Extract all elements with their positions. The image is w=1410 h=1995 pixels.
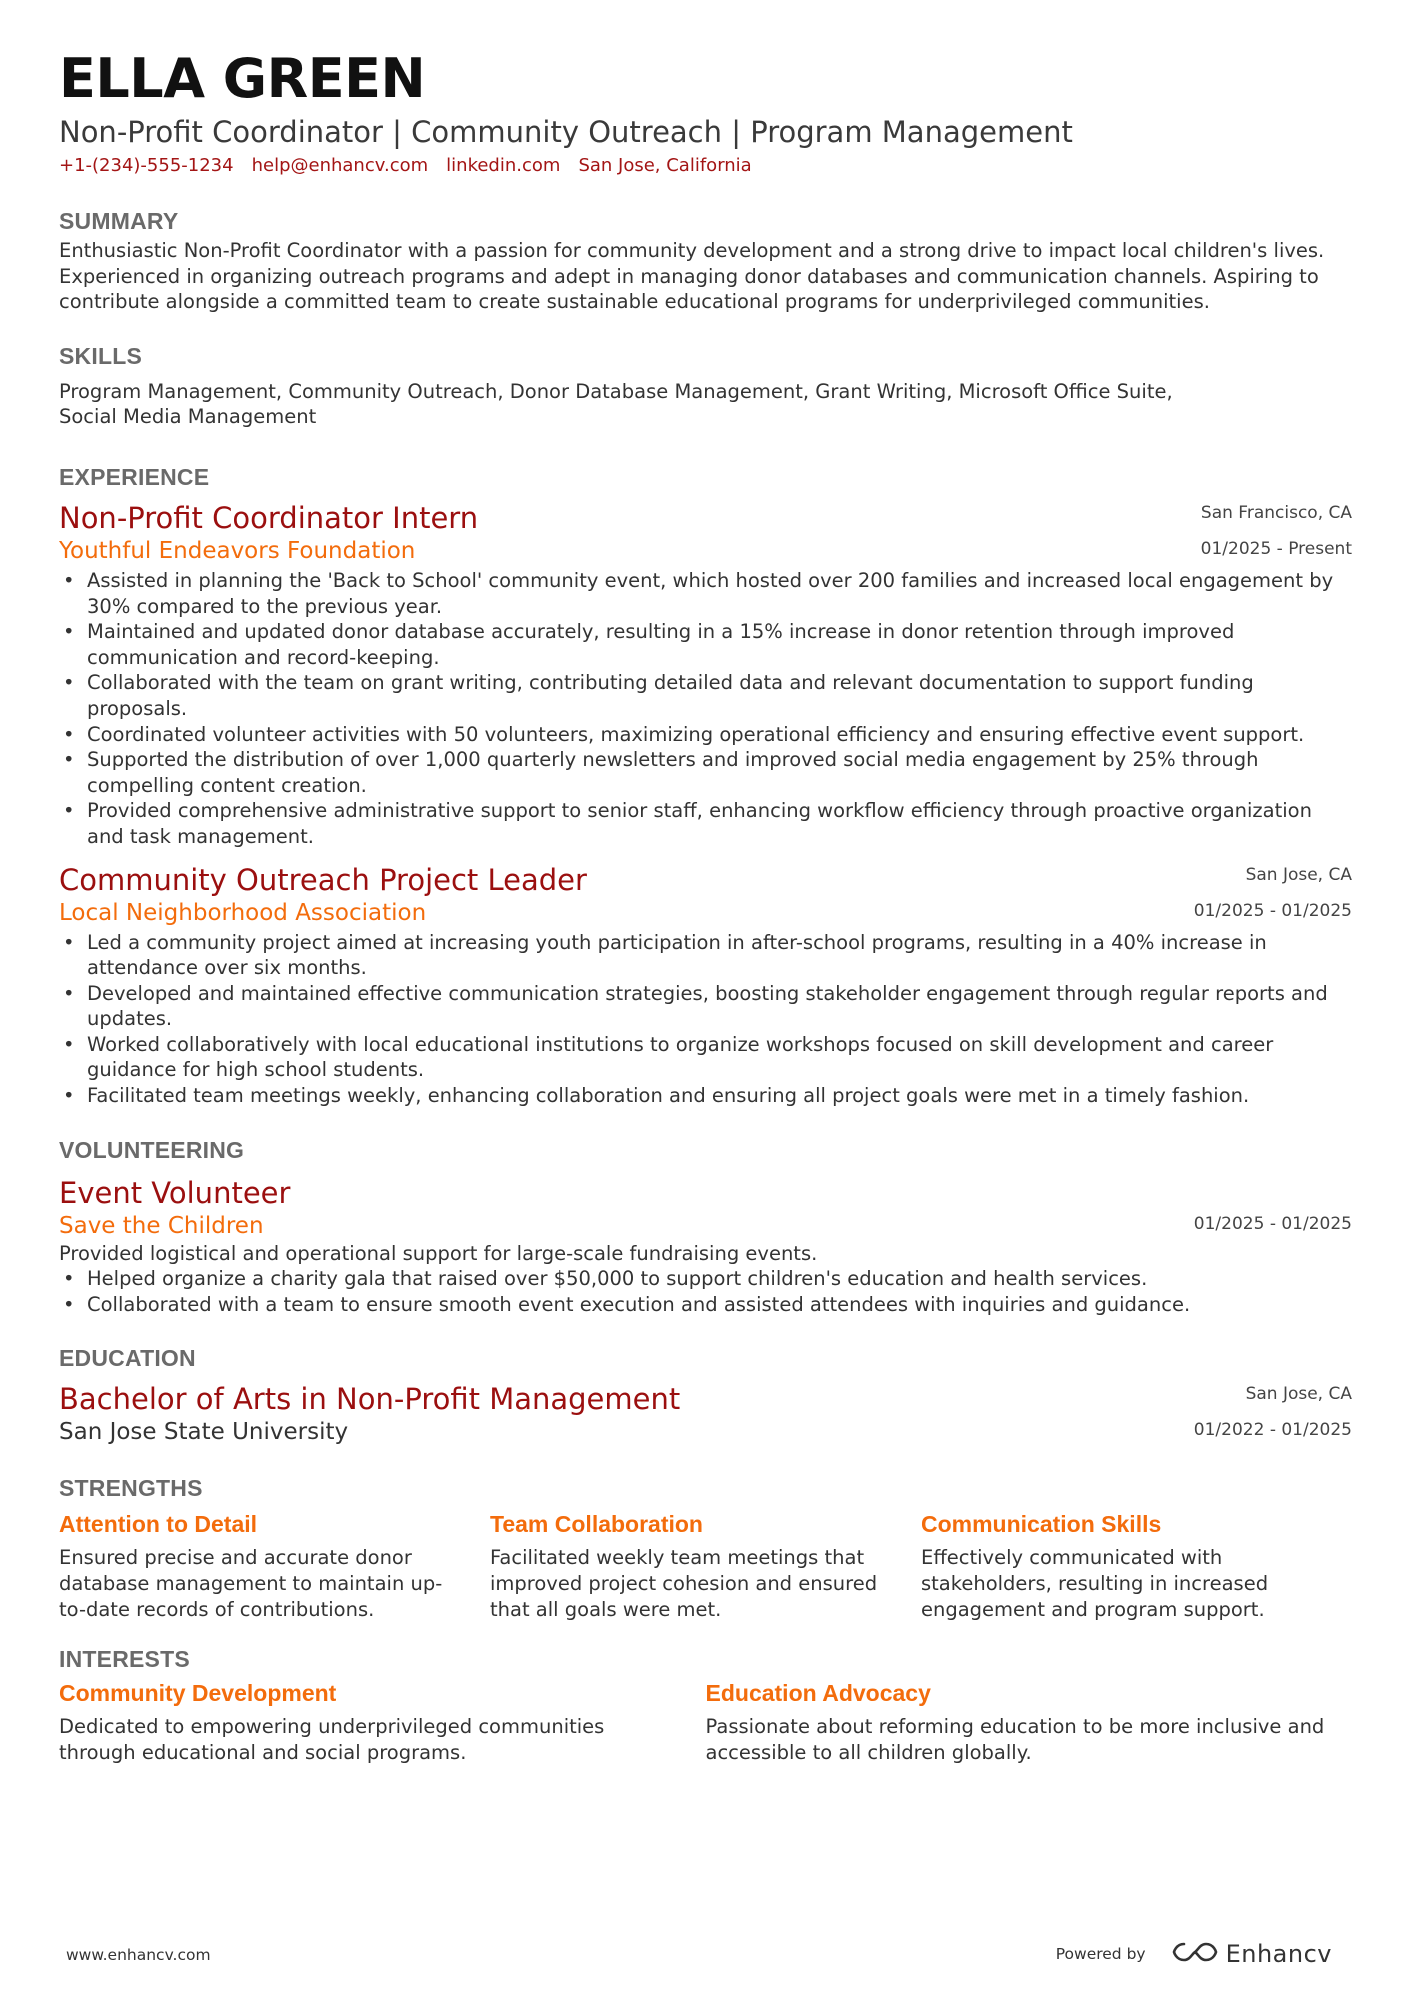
- entry-bullets: [59, 1266, 1352, 1317]
- interest-item: [706, 1678, 1353, 1765]
- bullet-item: • Supported the distribution of over 1,000 quarterly newsletters and improved social media engagement by 25% through compelling content creation.: [87, 747, 1352, 798]
- strength-item: [490, 1509, 921, 1622]
- bullet-item: • Collaborated with a team to ensure smooth event execution and assisted attendees with inquiries and guidance.: [87, 1292, 1352, 1318]
- interest-title: Education Advocacy: [705, 1680, 931, 1707]
- volunteering-title: VOLUNTEERING: [59, 1136, 245, 1163]
- interests-section: [59, 1644, 1352, 1765]
- strength-item: [59, 1509, 490, 1622]
- entry-bullets: [59, 930, 1352, 1109]
- bullet-item: • Facilitated team meetings weekly, enhancing collaboration and ensuring all project goals were met in a timely fashion.: [87, 1083, 1352, 1109]
- degree: Bachelor of Arts in Non-Profit Management: [59, 1382, 681, 1417]
- entry-meta: [1194, 1383, 1352, 1441]
- interests-title: INTERESTS: [59, 1646, 190, 1673]
- strength-text: Ensured precise and accurate donor database management to maintain up-to-date records of contributions.: [59, 1546, 443, 1621]
- phone-link[interactable]: +1-(234)-555-1234: [59, 155, 234, 176]
- entry-location: San Jose, CA: [1245, 864, 1352, 885]
- entry-organization: Local Neighborhood Association: [59, 899, 427, 926]
- skills-title: SKILLS: [59, 342, 142, 369]
- bullet-item: • Assisted in planning the 'Back to School' community event, which hosted over 200 families and increased local engagement by 30% compared to the previous year.: [87, 568, 1352, 619]
- strength-title: Team Collaboration: [490, 1511, 703, 1538]
- interest-text: Dedicated to empowering underprivileged communities through educational and social programs.: [59, 1715, 605, 1764]
- footer-brand[interactable]: [1056, 1940, 1332, 1968]
- strengths-grid: [59, 1509, 1352, 1622]
- education-title: EDUCATION: [59, 1345, 196, 1372]
- strength-title: Attention to Detail: [59, 1511, 258, 1538]
- summary-section: [59, 206, 1352, 315]
- strength-title: Communication Skills: [921, 1511, 1162, 1538]
- email-link[interactable]: help@enhancv.com: [251, 155, 429, 176]
- footer-website-link[interactable]: www.enhancv.com: [66, 1946, 211, 1964]
- powered-by-label: Powered by: [1055, 1945, 1146, 1963]
- entry-meta: [1201, 502, 1352, 560]
- linkedin-link[interactable]: linkedin.com: [446, 155, 561, 176]
- headline: Non-Profit Coordinator | Community Outreach | Program Management: [59, 115, 1073, 149]
- strengths-title: STRENGTHS: [59, 1475, 203, 1502]
- summary-text: Enthusiastic Non-Profit Coordinator with a passion for community development and a strong drive to impact local children's lives. Experienced in organizing outreach programs and adept in managing donor databases and communication channels. Aspiring to contribute alongside a committed team to create sustainable educational programs for underprivileged communities.: [59, 239, 1325, 314]
- interest-item: [59, 1678, 706, 1765]
- volunteering-entry: [59, 1175, 1352, 1318]
- footer: [66, 1940, 1352, 1970]
- bullet-item: • Provided comprehensive administrative support to senior staff, enhancing workflow efficiency through proactive organization and task management.: [87, 798, 1352, 849]
- interest-text: Passionate about reforming education to be more inclusive and accessible to all children globally.: [705, 1715, 1325, 1764]
- entry-dates: 01/2025 - Present: [1200, 538, 1352, 559]
- entry-organization: Save the Children: [59, 1212, 264, 1239]
- entry-dates: 01/2025 - 01/2025: [1193, 900, 1352, 921]
- entry-location: San Francisco, CA: [1200, 502, 1352, 523]
- entry-organization: Youthful Endeavors Foundation: [59, 537, 416, 564]
- interest-title: Community Development: [59, 1680, 337, 1707]
- entry-dates: 01/2022 - 01/2025: [1193, 1420, 1352, 1441]
- candidate-name: ELLA GREEN: [59, 47, 426, 110]
- experience-entry: [59, 500, 1352, 850]
- volunteering-section: [59, 1135, 1352, 1318]
- strengths-section: [59, 1473, 1352, 1622]
- experience-entry: [59, 862, 1352, 1109]
- strength-text: Effectively communicated with stakeholders, resulting in increased engagement and program support.: [921, 1546, 1269, 1621]
- bullet-item: • Maintained and updated donor database accurately, resulting in a 15% increase in donor retention through improved communication and record-keeping.: [87, 619, 1352, 670]
- brand-name: Enhancv: [1225, 1940, 1332, 1968]
- bullet-item: • Coordinated volunteer activities with 50 volunteers, maximizing operational efficiency and ensuring effective event support.: [87, 722, 1352, 748]
- bullet-item: • Worked collaboratively with local educational institutions to organize workshops focused on skill development and career guidance for high school students.: [87, 1032, 1352, 1083]
- strength-item: [921, 1509, 1352, 1622]
- school: San Jose State University: [59, 1419, 349, 1446]
- education-entry: [59, 1381, 1352, 1447]
- contact-row: [59, 152, 1352, 180]
- skills-text: Program Management, Community Outreach, Donor Database Management, Grant Writing, Microsoft Office Suite, Social Media Management: [59, 379, 1173, 429]
- enhancv-logo-icon: [1172, 1940, 1218, 1968]
- strength-text: Facilitated weekly team meetings that improved project cohesion and ensured that all goals were met.: [490, 1546, 878, 1621]
- education-section: [59, 1343, 1352, 1447]
- entry-dates: 01/2025 - 01/2025: [1193, 1213, 1352, 1234]
- bullet-item: • Helped organize a charity gala that raised over $50,000 to support children's education and health services.: [87, 1266, 1352, 1292]
- bullet-item: • Collaborated with the team on grant writing, contributing detailed data and relevant documentation to support funding proposals.: [87, 670, 1352, 721]
- entry-role: Community Outreach Project Leader: [59, 862, 587, 897]
- entry-role: Event Volunteer: [59, 1175, 291, 1210]
- entry-role: Non-Profit Coordinator Intern: [59, 500, 479, 535]
- interests-grid: [59, 1678, 1352, 1765]
- entry-description: Provided logistical and operational support for large-scale fundraising events.: [59, 1241, 818, 1265]
- skills-section: [59, 341, 1352, 430]
- entry-meta: [1194, 864, 1352, 922]
- bullet-item: • Led a community project aimed at increasing youth participation in after-school programs, resulting in a 40% increase in attendance over six months.: [87, 930, 1352, 981]
- entry-location: San Jose, CA: [1245, 1384, 1352, 1405]
- experience-title: EXPERIENCE: [59, 463, 210, 490]
- location-text: San Jose, California: [578, 155, 752, 176]
- summary-title: SUMMARY: [59, 208, 179, 234]
- experience-section: [59, 462, 1352, 1109]
- bullet-item: • Developed and maintained effective communication strategies, boosting stakeholder engagement through regular reports and updates.: [87, 981, 1352, 1032]
- entry-bullets: [59, 568, 1352, 850]
